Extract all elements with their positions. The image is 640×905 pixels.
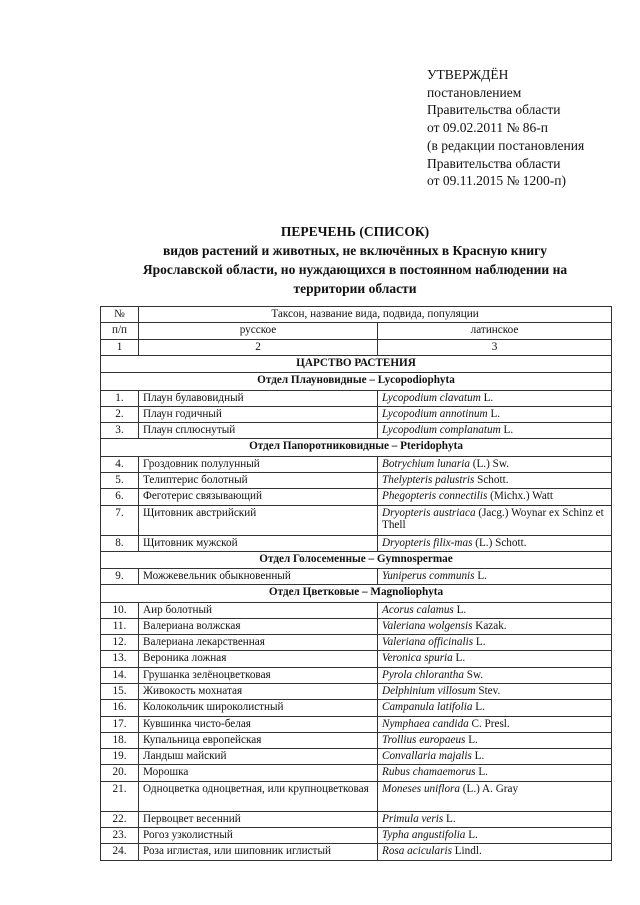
latin-name: Valeriana wolgensis xyxy=(382,619,473,632)
table-row xyxy=(101,505,612,535)
row-number: 24. xyxy=(101,844,139,860)
row-number: 12. xyxy=(101,635,139,651)
latin-author: L. xyxy=(471,750,485,763)
latin-name: Lycopodium complanatum xyxy=(382,424,501,437)
latin-name-cell xyxy=(378,667,612,683)
russian-name: Можжевельник обыкновенный xyxy=(139,569,378,585)
approval-line: Правительства области xyxy=(427,155,561,171)
header-num-top: № xyxy=(101,307,139,323)
latin-name: Veronica spuria xyxy=(382,652,453,665)
row-number: 2. xyxy=(101,406,139,422)
row-number: 5. xyxy=(101,472,139,488)
latin-name: Acorus calamus xyxy=(382,603,454,616)
russian-name: Щитовник австрийский xyxy=(139,505,378,535)
latin-name: Thelypteris palustris xyxy=(382,473,475,486)
header-russian: русское xyxy=(139,323,378,339)
latin-name: Convallaria majalis xyxy=(382,750,472,763)
latin-name-cell xyxy=(378,406,612,422)
document-title xyxy=(100,222,610,298)
latin-name-cell xyxy=(378,732,612,748)
latin-name-cell xyxy=(378,844,612,860)
latin-author: Lindl. xyxy=(451,845,482,858)
table-row xyxy=(101,489,612,505)
approval-line: Правительства области xyxy=(427,102,561,118)
table-row xyxy=(101,700,612,716)
latin-author: L. xyxy=(472,701,485,714)
latin-name: Primula veris xyxy=(382,812,444,825)
latin-name-cell xyxy=(378,535,612,551)
row-number: 15. xyxy=(101,684,139,700)
russian-name: Ландыш майский xyxy=(139,749,378,765)
latin-name: Yuniperus communis xyxy=(382,570,475,583)
latin-author: C. Presl. xyxy=(468,717,510,730)
latin-author: Kazak. xyxy=(472,619,507,632)
section-row xyxy=(101,551,612,568)
latin-name: Nymphaea candida xyxy=(382,717,469,730)
latin-name-cell xyxy=(378,811,612,827)
russian-name: Щитовник мужской xyxy=(139,535,378,551)
row-number: 21. xyxy=(101,781,139,811)
latin-author: L. xyxy=(500,424,514,437)
row-number: 18. xyxy=(101,732,139,748)
latin-name-cell xyxy=(378,569,612,585)
latin-author: Schott. xyxy=(474,473,509,486)
latin-name: Delphinium villosum xyxy=(382,685,476,697)
row-number: 20. xyxy=(101,765,139,781)
row-number: 17. xyxy=(101,716,139,732)
table-row xyxy=(101,781,612,811)
latin-author: L. xyxy=(480,391,494,404)
approval-block xyxy=(427,66,584,190)
latin-name-cell xyxy=(378,390,612,406)
column-number: 1 xyxy=(101,339,139,355)
russian-name: Феготерис связывающий xyxy=(139,489,378,505)
latin-name: Rubus chamaemorus xyxy=(382,766,476,779)
table-row xyxy=(101,811,612,827)
row-number: 1. xyxy=(101,390,139,406)
latin-name: Dryopteris filix-mas xyxy=(382,536,473,549)
latin-name: Dryopteris austriaca xyxy=(382,506,476,519)
russian-name: Валериана волжская xyxy=(139,618,378,634)
latin-name: Botrychium lunaria xyxy=(382,457,470,470)
column-numbers-row xyxy=(101,339,612,355)
russian-name: Рогоз узколистный xyxy=(139,828,378,844)
russian-name: Купальница европейская xyxy=(139,732,378,748)
latin-author: L. xyxy=(474,570,487,583)
table-row xyxy=(101,635,612,651)
section-row xyxy=(101,373,612,390)
latin-name: Lycopodium annotinum xyxy=(382,407,488,420)
latin-name-cell xyxy=(378,602,612,618)
latin-name-cell xyxy=(378,635,612,651)
latin-author: L. xyxy=(465,829,478,842)
row-number: 7. xyxy=(101,505,139,535)
russian-name: Гроздовник полулунный xyxy=(139,456,378,472)
russian-name: Одноцветка одноцветная, или крупноцветковая xyxy=(139,781,378,811)
table-row xyxy=(101,651,612,667)
header-taxon: Таксон, название вида, подвида, популяции xyxy=(139,307,612,323)
latin-name: Pyrola chlorantha xyxy=(382,668,464,681)
approval-line: УТВЕРЖДЁН xyxy=(427,67,509,82)
column-number: 2 xyxy=(139,339,378,355)
latin-author: (Jacg.) Woynar ex Schinz et Thell xyxy=(382,506,604,531)
latin-name-cell xyxy=(378,700,612,716)
latin-name: Lycopodium clavatum xyxy=(382,391,481,404)
table-row xyxy=(101,423,612,439)
section-title: Отдел Цветковые – Magnoliophyta xyxy=(101,585,612,602)
approval-line: постановлением xyxy=(427,84,522,100)
latin-name: Campanula latifolia xyxy=(382,701,473,714)
latin-name-cell xyxy=(378,716,612,732)
row-number: 8. xyxy=(101,535,139,551)
latin-name-cell xyxy=(378,472,612,488)
table-row xyxy=(101,844,612,860)
section-title: Отдел Плауновидные – Lycopodiophyta xyxy=(101,373,612,390)
russian-name: Валериана лекарственная xyxy=(139,635,378,651)
section-row xyxy=(101,439,612,456)
latin-name-cell xyxy=(378,765,612,781)
species-table xyxy=(100,306,612,861)
latin-name: Moneses uniflora xyxy=(382,782,460,795)
table-row xyxy=(101,472,612,488)
russian-name: Грушанка зелёноцветковая xyxy=(139,667,378,683)
latin-name-cell xyxy=(378,489,612,505)
latin-author: L. xyxy=(452,652,466,665)
latin-author: (L.) A. Gray xyxy=(460,782,519,795)
table-row xyxy=(101,602,612,618)
section-title: Отдел Папоротниковидные – Pteridophyta xyxy=(101,439,612,456)
latin-name-cell xyxy=(378,423,612,439)
latin-name-cell xyxy=(378,828,612,844)
table-row xyxy=(101,406,612,422)
row-number: 16. xyxy=(101,700,139,716)
latin-name: Phegopteris connectilis xyxy=(382,490,488,503)
title-line-3: Ярославской области, но нуждающихся в постоянном наблюдении на xyxy=(142,262,568,277)
row-number: 4. xyxy=(101,456,139,472)
russian-name: Плаун булавовидный xyxy=(139,390,378,406)
latin-name-cell xyxy=(378,749,612,765)
latin-name-cell xyxy=(378,651,612,667)
latin-name-cell xyxy=(378,684,612,700)
latin-author: L. xyxy=(465,733,478,746)
russian-name: Морошка xyxy=(139,765,378,781)
table-row xyxy=(101,828,612,844)
russian-name: Телиптерис болотный xyxy=(139,472,378,488)
latin-name: Rosa acicularis xyxy=(382,845,452,858)
table-row xyxy=(101,667,612,683)
latin-name-cell xyxy=(378,618,612,634)
latin-name-cell xyxy=(378,456,612,472)
table-row xyxy=(101,390,612,406)
approval-line: (в редакции постановления xyxy=(427,137,585,153)
latin-name-cell xyxy=(378,505,612,535)
russian-name: Кувшинка чисто-белая xyxy=(139,716,378,732)
row-number: 22. xyxy=(101,811,139,827)
row-number: 19. xyxy=(101,749,139,765)
latin-name: Trollius europaeus xyxy=(382,733,466,746)
row-number: 6. xyxy=(101,489,139,505)
title-line-2: видов растений и животных, не включённых в Красную книгу xyxy=(162,243,548,258)
kingdom-title: ЦАРСТВО РАСТЕНИЯ xyxy=(101,355,612,373)
table-row xyxy=(101,684,612,700)
latin-author: (Michx.) Watt xyxy=(487,490,554,503)
header-row xyxy=(101,323,612,339)
row-number: 9. xyxy=(101,569,139,585)
table-row xyxy=(101,618,612,634)
russian-name: Роза иглистая, или шиповник иглистый xyxy=(139,844,378,860)
russian-name: Аир болотный xyxy=(139,602,378,618)
row-number: 10. xyxy=(101,602,139,618)
latin-name: Valeriana officinalis xyxy=(382,636,474,649)
section-title: Отдел Голосеменные – Gymnospermae xyxy=(101,551,612,568)
header-latin: латинское xyxy=(378,323,612,339)
row-number: 14. xyxy=(101,667,139,683)
header-num-bottom: п/п xyxy=(101,323,139,339)
row-number: 3. xyxy=(101,423,139,439)
latin-author: L. xyxy=(475,766,488,779)
russian-name: Плаун годичный xyxy=(139,406,378,422)
header-row xyxy=(101,307,612,323)
table-row xyxy=(101,716,612,732)
table-row xyxy=(101,535,612,551)
russian-name: Плаун сплюснутый xyxy=(139,423,378,439)
section-row xyxy=(101,585,612,602)
table-row xyxy=(101,456,612,472)
russian-name: Вероника ложная xyxy=(139,651,378,667)
approval-line: от 09.11.2015 № 1200-п) xyxy=(427,173,566,189)
table-row xyxy=(101,749,612,765)
row-number: 11. xyxy=(101,618,139,634)
row-number: 23. xyxy=(101,828,139,844)
russian-name: Первоцвет весенний xyxy=(139,811,378,827)
russian-name: Колокольчик широколистный xyxy=(139,700,378,716)
title-line-1: ПЕРЕЧЕНЬ (СПИСОК) xyxy=(280,224,430,239)
latin-name-cell xyxy=(378,781,612,811)
latin-author: L. xyxy=(443,812,456,825)
latin-author: L. xyxy=(453,603,467,616)
latin-author: Stev. xyxy=(475,685,501,697)
row-number: 13. xyxy=(101,651,139,667)
table-row xyxy=(101,732,612,748)
latin-author: L. xyxy=(487,407,501,420)
title-line-4: территории области xyxy=(293,281,417,296)
approval-line: от 09.02.2011 № 86-п xyxy=(427,120,548,136)
table-row xyxy=(101,765,612,781)
kingdom-row xyxy=(101,355,612,373)
table-row xyxy=(101,569,612,585)
latin-author: Sw. xyxy=(463,668,484,681)
latin-author: L. xyxy=(473,636,486,649)
latin-name: Typha angustifolia xyxy=(382,829,466,842)
latin-author: (L.) Sw. xyxy=(469,457,509,470)
column-number: 3 xyxy=(378,339,612,355)
latin-author: (L.) Schott. xyxy=(472,536,527,549)
russian-name: Живокость мохнатая xyxy=(139,684,378,700)
